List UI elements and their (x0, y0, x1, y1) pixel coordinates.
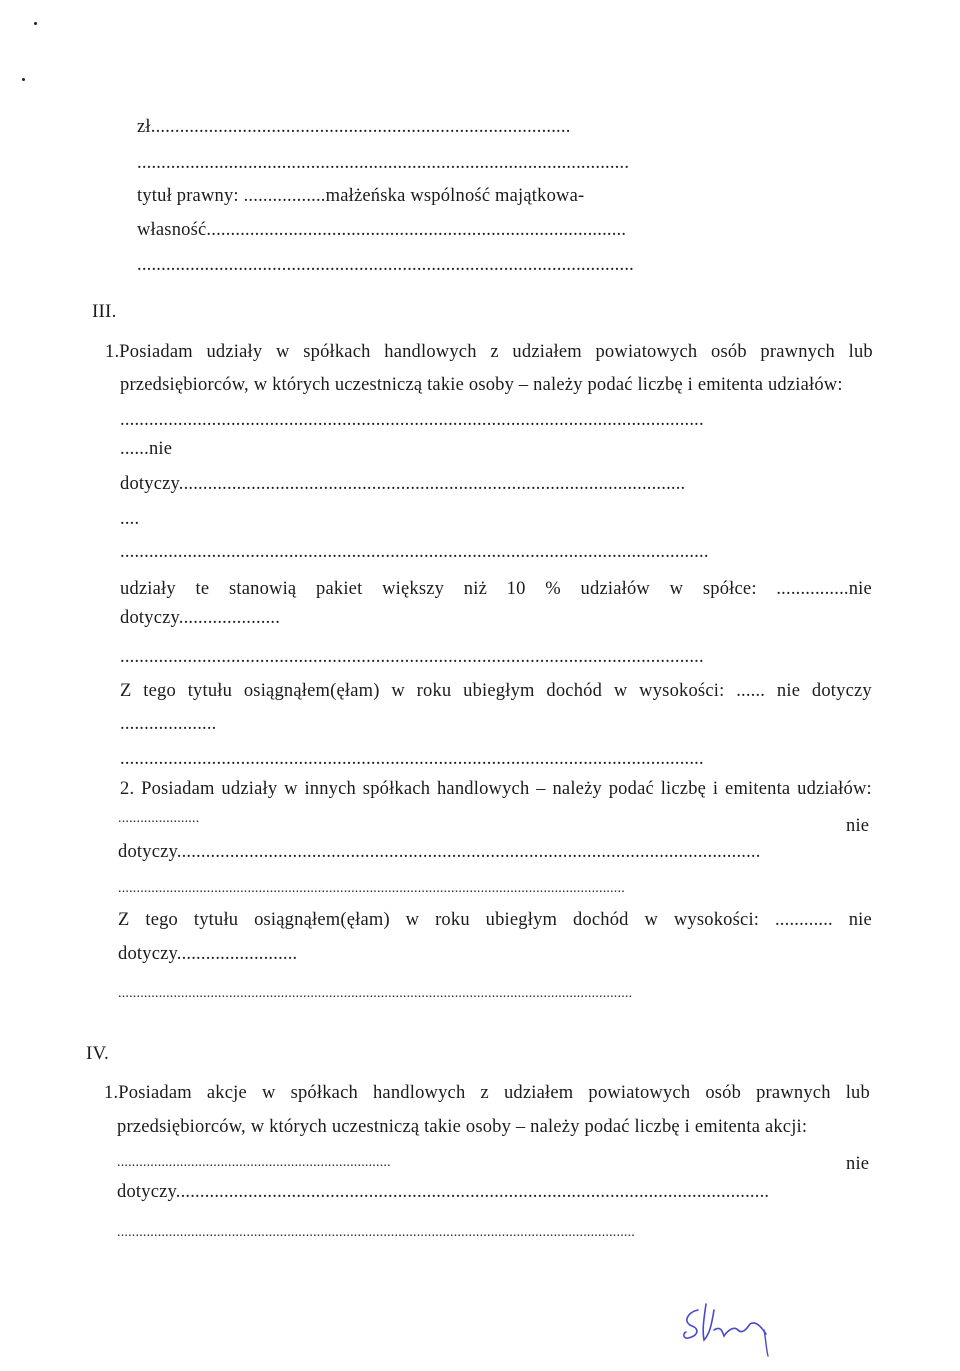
section3-pakiet-line (120, 578, 872, 600)
word: w (391, 681, 405, 701)
word: prawnych (760, 342, 835, 362)
section3-item2-dochod-line (118, 909, 872, 931)
word: spółkach (303, 342, 371, 362)
dotted-line: ........................................................................................................................................... (118, 986, 633, 1001)
answer-dotyczy: dotyczy........................................................................................................................... (117, 1182, 770, 1202)
legal-title-line: tytuł prawny: .................małżeńska wspólność majątkowa- (137, 186, 585, 206)
section3-dochod-line (120, 680, 872, 702)
scan-speck (34, 22, 37, 25)
scan-speck (22, 78, 25, 81)
dotted-line: ......................................................................................................................... (120, 647, 704, 667)
word: osiągnąłem(ęłam) (243, 681, 380, 701)
word: tytułu (193, 910, 239, 930)
section-heading-iii: III. (92, 301, 117, 322)
word: udziałem (503, 1083, 574, 1103)
handwritten-signature (676, 1300, 786, 1360)
word: 1.Posiadam (105, 342, 193, 362)
section3-item1-line2: przedsiębiorców, w których uczestniczą takie osoby – należy podać liczbę i emitenta udziałów: (120, 375, 843, 395)
dotted-line: ......................................................................................................................................... (118, 881, 625, 896)
amount-line: zł....................................................................................... (137, 117, 571, 137)
word: handlowych (436, 779, 530, 799)
word: udziały (120, 579, 176, 599)
word: – (536, 779, 546, 799)
word: ubiegłym (463, 681, 535, 701)
word: Z (118, 910, 130, 930)
answer-nie: ......nie (120, 439, 173, 459)
word: udziałem (512, 342, 582, 362)
answer-nie: nie (846, 816, 870, 836)
dotted-line: .......................................................................................................................... (120, 542, 709, 562)
word: spółce: (702, 579, 757, 599)
word: Posiadam (141, 779, 215, 799)
word: w (405, 910, 420, 930)
word: % (545, 579, 561, 599)
word: w (644, 910, 659, 930)
word: emitenta (725, 779, 791, 799)
word: dochód (546, 681, 603, 701)
answer-dotyczy: dotyczy......................................................................................................... (120, 474, 686, 494)
word: udziały (206, 342, 263, 362)
word: 10 (506, 579, 526, 599)
word: osób (705, 1083, 742, 1103)
word: prawnych (756, 1083, 831, 1103)
word: powiatowych (588, 1083, 691, 1103)
word: handlowych (384, 342, 477, 362)
word: liczbę (660, 779, 707, 799)
word: ...............nie (776, 579, 872, 599)
word: nie (776, 681, 801, 701)
word: spółkach (362, 779, 431, 799)
answer-dotyczy: dotyczy......................... (118, 944, 298, 964)
word: w (276, 342, 290, 362)
section3-item1-line1 (105, 341, 873, 363)
dotted-line: ............................................................................................................................................ (117, 1225, 635, 1240)
section4-item1-line2: przedsiębiorców, w których uczestniczą takie osoby – należy podać liczbę i emitenta akcji: (117, 1117, 808, 1137)
word: nie (848, 910, 872, 930)
section4-item1-line1 (104, 1082, 870, 1104)
word: udziałów (580, 579, 650, 599)
word: i (712, 779, 719, 799)
word: lub (845, 1083, 870, 1103)
word: większy (382, 579, 445, 599)
word: 2. (120, 779, 135, 799)
word: tego (145, 910, 179, 930)
word: handlowych (372, 1083, 466, 1103)
dotted-line: .................... (120, 714, 217, 734)
word: powiatowych (595, 342, 698, 362)
word: wysokości: (673, 910, 760, 930)
word: w (284, 779, 298, 799)
dotted-line: .... (120, 509, 140, 529)
word: 1.Posiadam (104, 1083, 192, 1103)
word: dotyczy (811, 681, 872, 701)
word: roku (416, 681, 452, 701)
word: wysokości: (639, 681, 725, 701)
ownership-line: własność....................................................................................... (137, 220, 627, 240)
word: ............ (774, 910, 833, 930)
dotted-line: ....................................................................................................... (137, 255, 634, 275)
word: z (490, 342, 499, 362)
word: Z (120, 681, 132, 701)
word: udziałów: (797, 779, 872, 799)
dotted-line: ......................................................................................................................... (120, 410, 704, 430)
word: te (195, 579, 210, 599)
word: z (480, 1083, 489, 1103)
word: podać (608, 779, 654, 799)
section3-item2-line1 (120, 778, 872, 800)
section-heading-iv: IV. (86, 1043, 109, 1064)
word: w (613, 681, 628, 701)
word: akcje (206, 1083, 247, 1103)
word: innych (304, 779, 356, 799)
answer-dotyczy: dotyczy..................... (120, 608, 281, 628)
word: lub (848, 342, 873, 362)
word: dochód (572, 910, 629, 930)
word: należy (552, 779, 602, 799)
word: tytułu (187, 681, 233, 701)
dotted-line: ...................... (118, 811, 200, 826)
word: niż (463, 579, 487, 599)
word: w (261, 1083, 276, 1103)
word: osiągnąłem(ęłam) (254, 910, 390, 930)
word: pakiet (316, 579, 363, 599)
dotted-line: ...................................................................................................... (137, 153, 630, 173)
answer-dotyczy: dotyczy......................................................................................................................... (118, 842, 761, 862)
word: ubiegłym (485, 910, 558, 930)
dotted-line: ......................................................................................................................... (120, 749, 704, 769)
word: roku (435, 910, 470, 930)
word: udziały (221, 779, 278, 799)
word: ...... (736, 681, 766, 701)
answer-nie: nie (846, 1154, 870, 1174)
word: tego (143, 681, 176, 701)
dotted-line: .......................................................................... (117, 1155, 391, 1170)
word: osób (711, 342, 747, 362)
word: spółkach (290, 1083, 358, 1103)
word: w (669, 579, 684, 599)
word: stanowią (228, 579, 297, 599)
